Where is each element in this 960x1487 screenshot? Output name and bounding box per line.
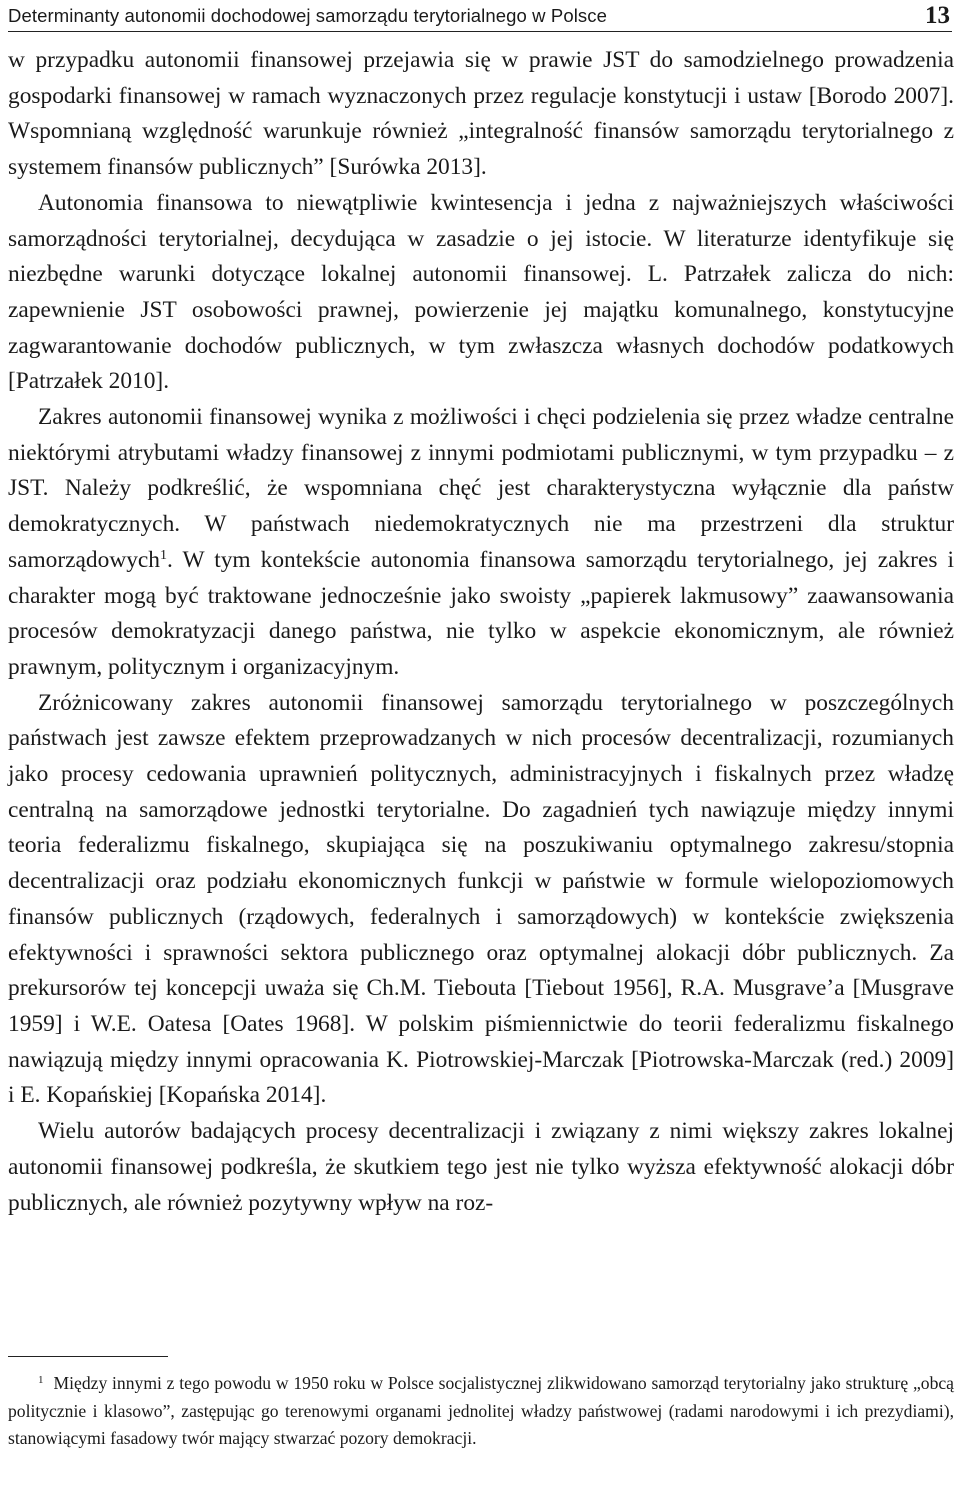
footnote-reference: 1: [159, 547, 167, 563]
paragraph-3-text-before-ref: Zakres autonomii finansowej wynika z możliwości i chęci podzielenia się przez władze centralne niektórymi atrybutami władzy finansowej z innymi podmiotami publicznymi, w tym przypadku – z JST. Należy podkreślić, że wspomniana chęć jest charakterystyczna wyłącznie dla państw demokratycznych. W państwach niedemokratycznych nie ma przestrzeni dla struktur samorządowych: [8, 404, 954, 573]
running-header: [8, 0, 952, 32]
footnote-separator: [8, 1356, 168, 1357]
paragraph-4: Zróżnicowany zakres autonomii finansowej samorządu terytorialnego w poszczególnych państwach jest zawsze efektem przeprowadzanych w nich procesów decentralizacji, rozumianych jako procesy cedowania uprawnień politycznych, administracyjnych i fiskalnych przez władzę centralną na samorządowe jednostki terytorialne. Do zagadnień tych nawiązuje między innymi teoria federalizmu fiskalnego, skupiająca się na poszukiwaniu optymalnego zakresu/stopnia decentralizacji oraz podziału ekonomicznych funkcji w państwie w formule wielopoziomowych finansów publicznych (rządowych, federalnych i samorządowych) w kontekście zwiększenia efektywności i sprawności sektora publicznego oraz optymalnej alokacji dóbr publicznych. Za prekursorów tej koncepcji uważa się Ch.M. Tiebouta [Tiebout 1956], R.A. Musgrave’a [Musgrave 1959] i W.E. Oatesa [Oates 1968]. W polskim piśmiennictwie do teorii federalizmu fiskalnego nawiązują między innymi opracowania K. Piotrowskiej-Marczak [Piotrowska-Marczak (red.) 2009] i E. Kopańskiej [Kopańska 2014].: [8, 689, 954, 1109]
paragraph-1: w przypadku autonomii finansowej przejawia się w prawie JST do samodzielnego prowadzenia gospodarki finansowej w ramach wyznaczonych przez regulacje konstytucji i ustaw [Borodo 2007]. Wspomnianą względność warunkuje również „integralność finansów samorządu terytorialnego z systemem finansów publicznych” [Surówka 2013].: [8, 47, 954, 181]
main-text: [8, 43, 954, 1221]
paragraph-3-text-after-ref: . W tym kontekście autonomia finansowa samorządu terytorialnego, jej zakres i charakter mogą być traktowane jednocześnie jako swoisty „papierek lakmusowy” zaawansowania procesów demokratyzacji danego państwa, nie tylko w aspekcie ekonomicznym, ale również prawnym, politycznym i organizacyjnym.: [8, 546, 954, 680]
paragraph-3: [8, 400, 954, 686]
footnote-text: Między innymi z tego powodu w 1950 roku w Polsce socjalistycznej zlikwidowano samorząd terytorialny jako strukturę „obcą politycznie i klasowo”, zastępując go terenowymi organami jednolitej władzy państwowej (radami narodowymi i ich prezydiami), stanowiącymi fasadowy twór mający stwarzać pozory demokracji.: [8, 1373, 954, 1448]
paragraph-2: Autonomia finansowa to niewątpliwie kwintesencja i jedna z najważniejszych właściwości samorządności terytorialnej, decydująca w zasadzie o jej istocie. W literaturze identyfikuje się niezbędne warunki dotyczące lokalnej autonomii finansowej. L. Patrzałek zalicza do nich: zapewnienie JST osobowości prawnej, powierzenie jej majątku komunalnego, konstytucyjne zagwarantowanie dochodów publicznych, w tym zwłaszcza własnych dochodów podatkowych [Patrzałek 2010].: [8, 189, 954, 395]
footnote-1: [8, 1370, 954, 1453]
running-title: Determinanty autonomii dochodowej samorządu terytorialnego w Polsce: [8, 4, 608, 26]
paragraph-5: Wielu autorów badających procesy decentralizacji i związany z nimi większy zakres lokalnej autonomii finansowej podkreśla, że skutkiem tego jest nie tylko wyższa efektywność alokacji dóbr publicznych, ale również pozytywny wpływ na roz-: [8, 1118, 954, 1216]
page-number: 13: [925, 1, 950, 29]
footnote-number: 1: [38, 1374, 44, 1386]
